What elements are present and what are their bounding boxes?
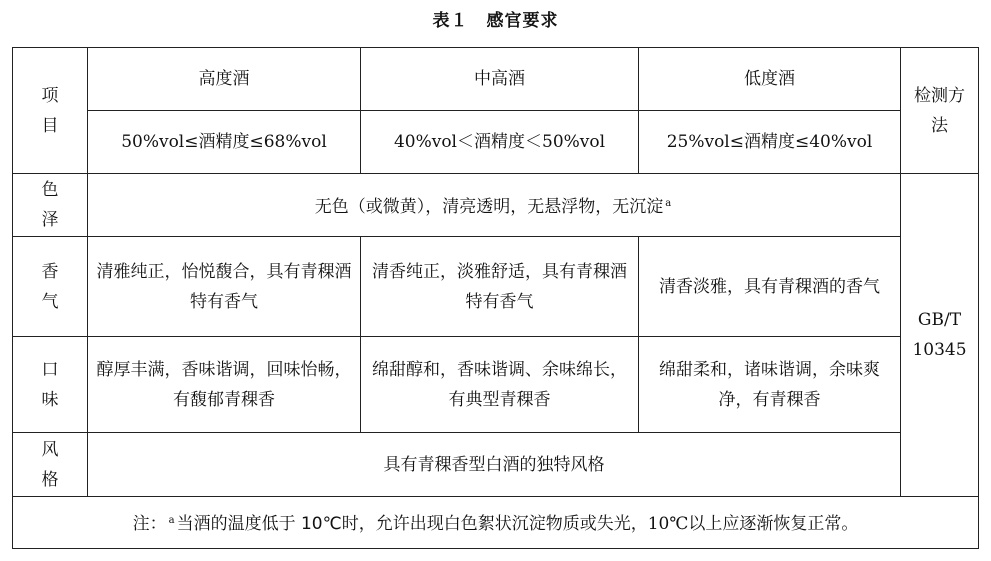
sensory-requirements-table <box>12 47 979 549</box>
row-label-style: 风 格 <box>13 433 88 497</box>
note-text-after: 时，允许出现白色絮状沉淀物质或失光，10℃以上应逐渐恢复正常。 <box>341 514 859 534</box>
header-high: 高度酒 <box>88 48 361 111</box>
header-high-range: 50%vol≤酒精度≤68%vol <box>88 111 361 174</box>
aroma-low: 清香淡雅，具有青稞酒的香气 <box>639 237 901 337</box>
table-note <box>13 497 979 549</box>
header-method: 检测方法 <box>901 48 979 174</box>
note-footnote-marker: a <box>168 515 175 526</box>
color-footnote-marker: a <box>665 197 672 209</box>
header-mid: 中高酒 <box>361 48 639 111</box>
note-temperature: 10℃ <box>300 514 342 534</box>
aroma-high: 清雅纯正，怡悦馥合，具有青稞酒特有香气 <box>88 237 361 337</box>
row-label-color: 色 泽 <box>13 174 88 237</box>
color-description <box>88 174 901 237</box>
row-label-aroma: 香 气 <box>13 237 88 337</box>
header-low-range: 25%vol≤酒精度≤40%vol <box>639 111 901 174</box>
table-caption: 表１ 感官要求 <box>432 11 559 31</box>
note-text-before: 当酒的温度低于 <box>176 514 301 534</box>
style-description: 具有青稞香型白酒的独特风格 <box>88 433 901 497</box>
header-low: 低度酒 <box>639 48 901 111</box>
taste-low: 绵甜柔和，诸味谐调，余味爽净，有青稞香 <box>639 337 901 433</box>
method-value: GB/T 10345 <box>901 174 979 497</box>
note-prefix: 注： <box>132 514 167 534</box>
taste-mid: 绵甜醇和，香味谐调、余味绵长，有典型青稞香 <box>361 337 639 433</box>
header-item: 项 目 <box>13 48 88 174</box>
aroma-mid: 清香纯正，淡雅舒适，具有青稞酒特有香气 <box>361 237 639 337</box>
header-mid-range: 40%vol＜酒精度＜50%vol <box>361 111 639 174</box>
color-text: 无色（或微黄），清亮透明，无悬浮物，无沉淀 <box>314 196 664 217</box>
row-label-taste: 口 味 <box>13 337 88 433</box>
taste-high: 醇厚丰满，香味谐调，回味怡畅，有馥郁青稞香 <box>88 337 361 433</box>
